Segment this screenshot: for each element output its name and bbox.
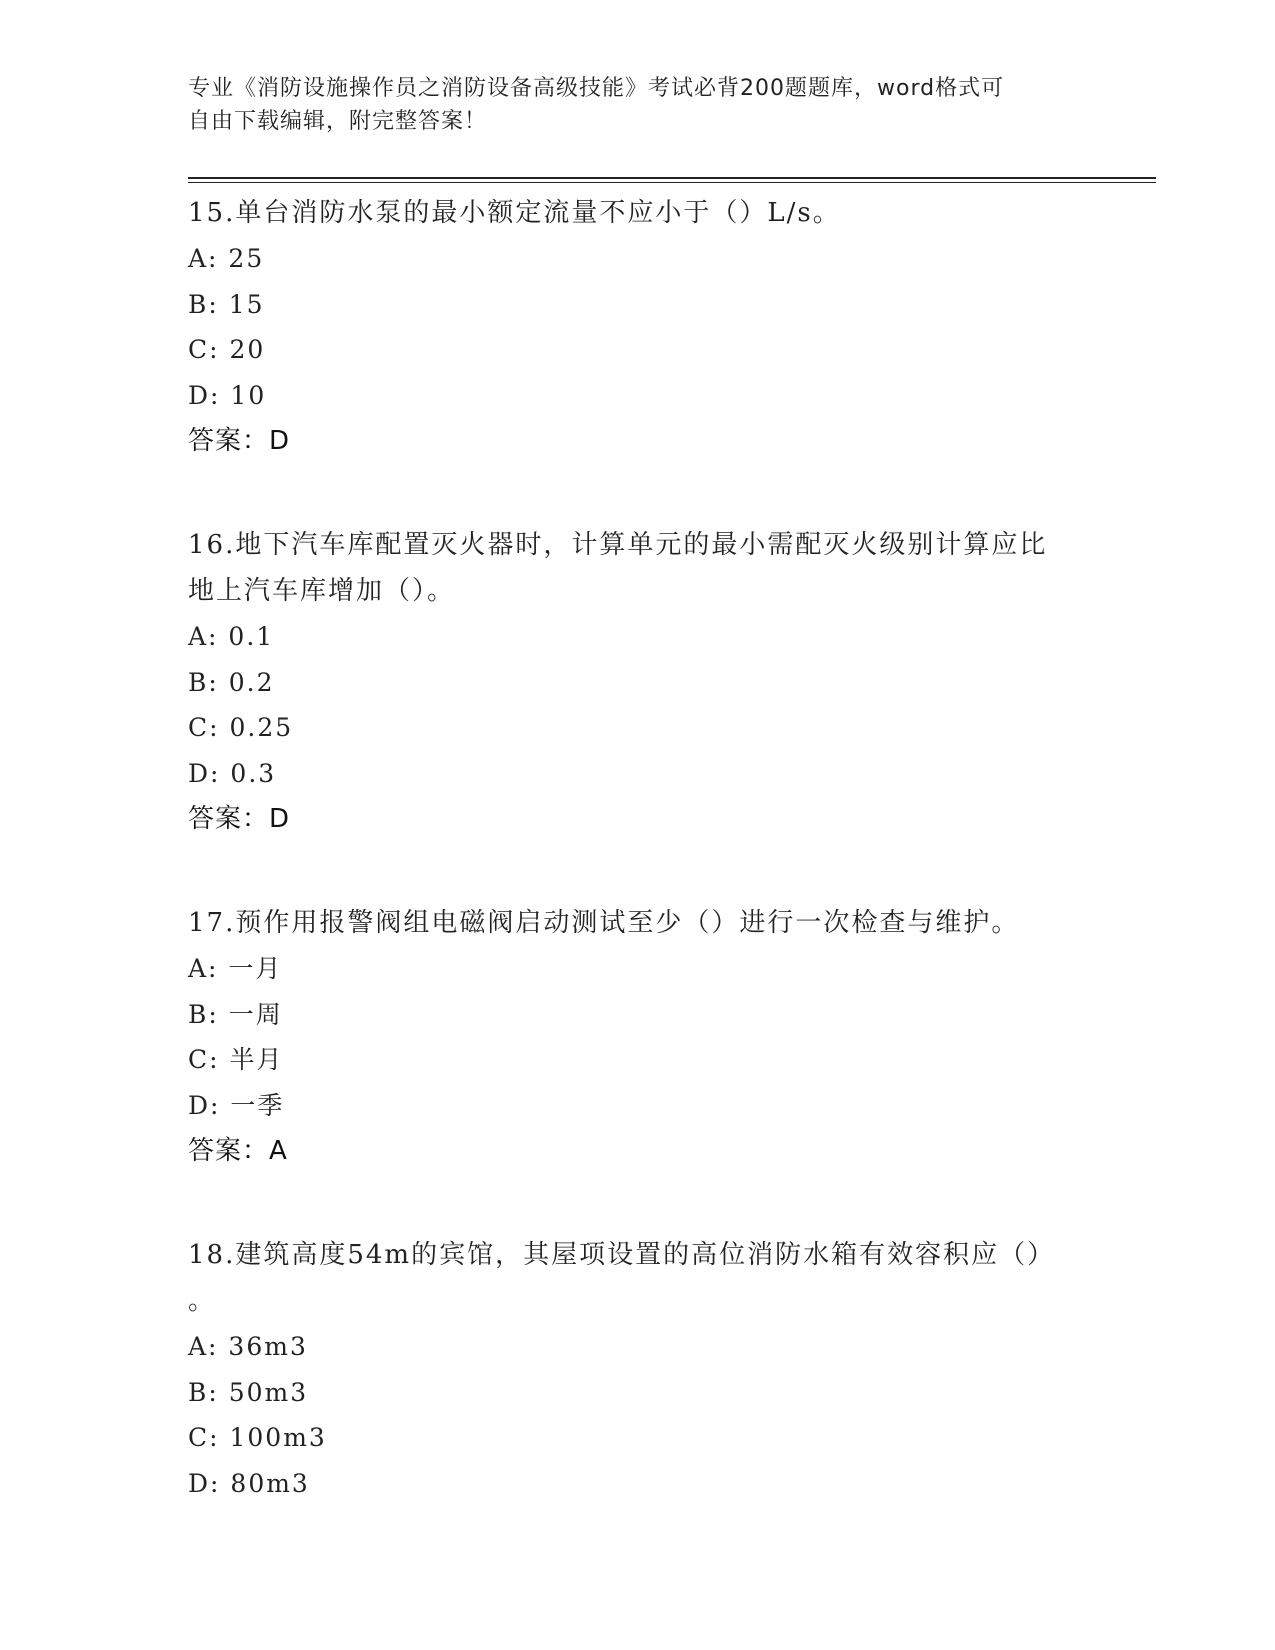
option-b: B: 50m3 (188, 1377, 309, 1407)
question-16 (188, 522, 1088, 842)
option-a: A: 36m3 (188, 1332, 308, 1361)
question-18 (188, 1232, 1088, 1506)
question-17 (188, 900, 1088, 1174)
answer-label: 答案：D (188, 804, 291, 834)
question-15 (188, 190, 1088, 464)
option-d: D: 10 (188, 380, 267, 410)
option-c: C: 20 (188, 335, 266, 364)
question-stem: 17.预作用报警阀组电磁阀启动测试至少（）进行一次检查与维护。 (188, 908, 1020, 938)
question-stem-continued: 地上汽车库增加（）。 (188, 576, 456, 606)
option-d: D: 80m3 (188, 1468, 310, 1498)
question-stem: 16.地下汽车库配置灭火器时，计算单元的最小需配灭火级别计算应比 (188, 530, 1048, 560)
option-d: D: 一季 (188, 1090, 285, 1120)
question-stem-continued: 。 (188, 1286, 217, 1316)
document-header (188, 72, 1088, 138)
option-b: B: 15 (188, 289, 265, 319)
option-b: B: 一周 (188, 999, 283, 1029)
header-line-2: 自由下载编辑，附完整答案！ (188, 109, 488, 134)
answer-label: 答案：D (188, 426, 291, 456)
option-a: A: 25 (188, 244, 265, 273)
answer-label: 答案：A (188, 1136, 288, 1166)
question-stem: 15.单台消防水泵的最小额定流量不应小于（）L/s。 (188, 198, 841, 228)
header-divider-thin (188, 182, 1156, 183)
option-c: C: 0.25 (188, 713, 294, 742)
option-d: D: 0.3 (188, 758, 277, 788)
header-line-1: 专业《消防设施操作员之消防设备高级技能》考试必背200题题库，word格式可 (188, 76, 1005, 101)
option-b: B: 0.2 (188, 667, 275, 697)
option-c: C: 100m3 (188, 1423, 327, 1452)
option-a: A: 0.1 (188, 622, 275, 651)
header-divider-thick (188, 177, 1156, 179)
option-a: A: 一月 (188, 954, 283, 983)
question-list (188, 190, 1088, 1564)
option-c: C: 半月 (188, 1045, 284, 1074)
question-stem: 18.建筑高度54m的宾馆，其屋项设置的高位消防水箱有效容积应（） (188, 1240, 1056, 1270)
